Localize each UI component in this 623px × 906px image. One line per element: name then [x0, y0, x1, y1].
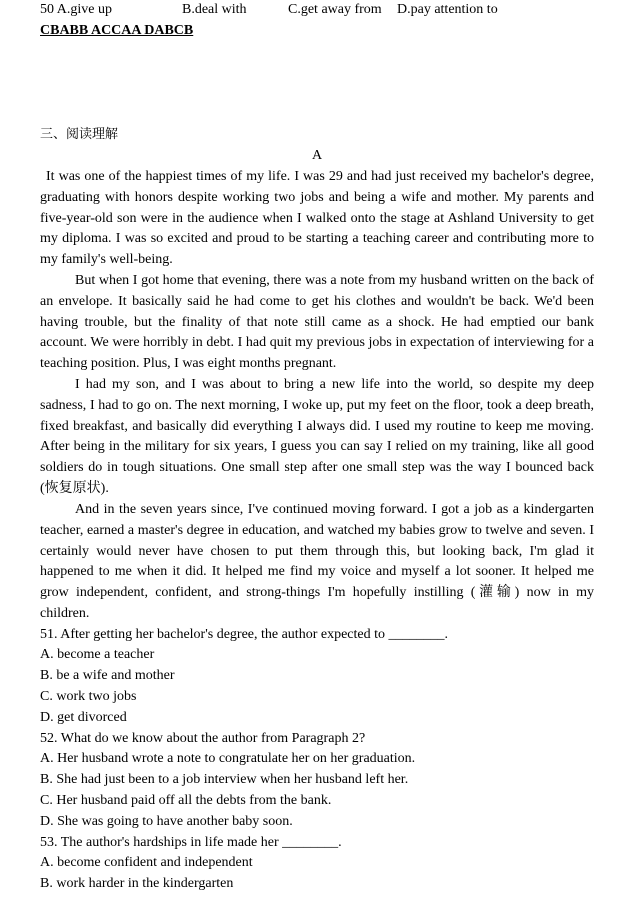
question-52-option-c: C. Her husband paid off all the debts from the bank.: [40, 793, 332, 808]
question-51-stem: 51. After getting her bachelor's degree, the author expected to ________.: [40, 627, 448, 642]
q50-option-c: C.get away from: [288, 2, 382, 17]
question-51-option-c: C. work two jobs: [40, 689, 137, 704]
question-52-option-b: B. She had just been to a job interview when her husband left her.: [40, 772, 409, 787]
question-50-options: [40, 0, 594, 20]
question-51-option-d: D. get divorced: [40, 710, 127, 725]
q50-option-d: D.pay attention to: [397, 2, 498, 17]
paragraph-4: And in the seven years since, I've continued moving forward. I got a job as a kindergarten teacher, earned a master's degree in education, and watched my babies grow to twelve and seven. I certainly would never have chosen to put them through this, but looking back, I'm glad it happened to me when it did. It helped me find my voice and myself a lot sooner. It helped me grow independent, confident, and strong-things I'm hopefully instilling (灌输) now in my children.: [40, 502, 594, 621]
paragraph-2: But when I got home that evening, there was a note from my husband written on the back of an envelope. It basically said he had come to get his clothes and wouldn't be back. We'd been having trouble, but the finality of that note still came as a shock. He had emptied our bank account. We were horribly in debt. I had quit my previous jobs in expectation of interviewing for a teaching position. Plus, I was eight months pregnant.: [40, 273, 594, 372]
section-title: 三、阅读理解: [40, 127, 119, 142]
answer-key: CBABB ACCAA DABCB: [40, 23, 194, 38]
question-52-option-a: A. Her husband wrote a note to congratulate her on her graduation.: [40, 751, 416, 766]
question-53-option-a: A. become confident and independent: [40, 855, 253, 870]
question-51-option-a: A. become a teacher: [40, 647, 155, 662]
question-52-option-d: D. She was going to have another baby soon.: [40, 814, 293, 829]
paragraph-3: I had my son, and I was about to bring a new life into the world, so despite my deep sadness, I had to go on. The next morning, I woke up, put my feet on the floor, took a deep breath, fixed breakfast, and basically did everything I always did. I used my routine to keep me moving. After being in the military for six years, I guess you can say I relied on my training, like all good soldiers do in tough situations. One small step after one small step was the way I bounced back (恢复原状).: [40, 377, 594, 496]
passage-label: A: [311, 148, 323, 163]
question-53-stem: 53. The author's hardships in life made her ________.: [40, 835, 342, 850]
q50-option-b: B.deal with: [182, 2, 247, 17]
question-52-stem: 52. What do we know about the author from Paragraph 2?: [40, 731, 366, 746]
q50-option-a: 50 A.give up: [40, 2, 112, 17]
paragraph-1: It was one of the happiest times of my life. I was 29 and had just received my bachelor's degree, graduating with honors despite working two jobs and being a wife and mother. My parents and five-year-old son were in the audience when I walked onto the stage at Ashland University to get my diploma. I was so excited and proud to be starting a teaching career and contributing more to my family's well-being.: [40, 169, 594, 268]
question-53-option-b: B. work harder in the kindergarten: [40, 876, 234, 891]
question-51-option-b: B. be a wife and mother: [40, 668, 175, 683]
